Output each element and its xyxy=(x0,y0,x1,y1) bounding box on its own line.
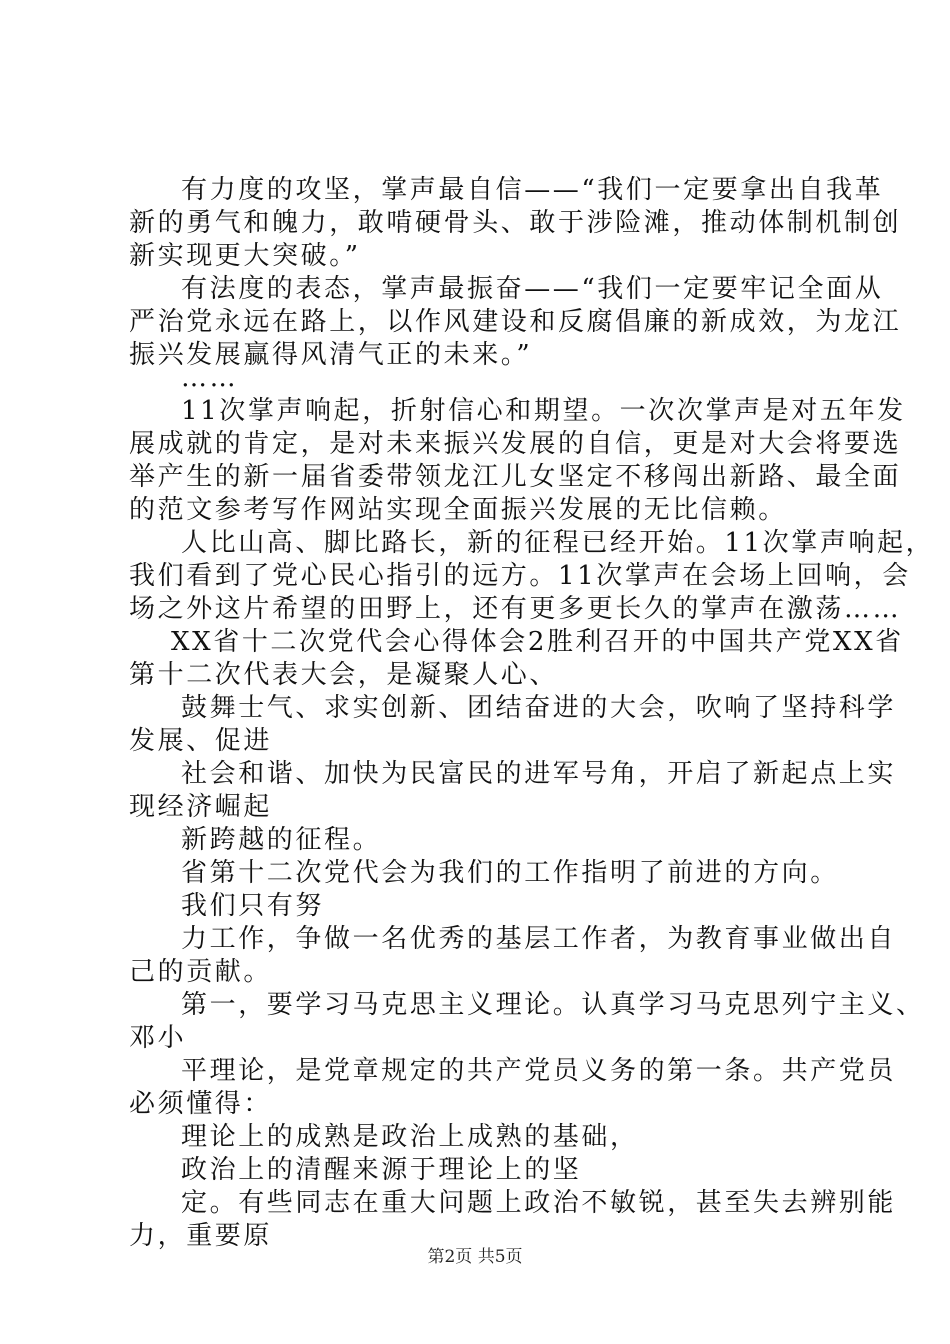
text-line: 己的贡献。 xyxy=(129,957,273,987)
text-line: 我们只有努 xyxy=(181,891,325,921)
text-line: 的范文参考写作网站实现全面振兴发展的无比信赖。 xyxy=(129,495,787,525)
text-line: 力工作，争做一名优秀的基层工作者，为教育事业做出自 xyxy=(181,924,897,954)
text-line: 展成就的肯定，是对未来振兴发展的自信，更是对大会将要选 xyxy=(129,429,902,459)
text-line: 力，重要原 xyxy=(129,1221,273,1251)
text-line: 第十二次代表大会，是凝聚人心、 xyxy=(129,660,559,690)
text-line: 人比山高、脚比路长，新的征程已经开始。11次掌声响起， xyxy=(181,528,935,558)
text-line: 举产生的新一届省委带领龙江儿女坚定不移闯出新路、最全面 xyxy=(129,462,902,492)
text-line: 必须懂得： xyxy=(129,1089,273,1119)
text-line: 有法度的表态，掌声最振奋——“我们一定要牢记全面从 xyxy=(181,274,884,304)
text-line: 发展、促进 xyxy=(129,726,273,756)
text-line: 政治上的清醒来源于理论上的坚 xyxy=(181,1155,582,1185)
text-line: 新的勇气和魄力，敢啃硬骨头、敢于涉险滩，推动体制机制创 xyxy=(129,208,902,238)
text-line: 严治党永远在路上，以作风建设和反腐倡廉的新成效，为龙江 xyxy=(129,307,902,337)
text-line: 第一，要学习马克思主义理论。认真学习马克思列宁主义、 xyxy=(181,990,925,1020)
page-number-footer: 第2页 共5页 xyxy=(427,1247,523,1267)
text-line: XX省十二次党代会心得体会2胜利召开的中国共产党XX省 xyxy=(171,627,904,657)
text-line: 有力度的攻坚，掌声最自信——“我们一定要拿出自我革 xyxy=(181,175,884,205)
text-line: 平理论，是党章规定的共产党员义务的第一条。共产党员 xyxy=(181,1056,897,1086)
text-line: 省第十二次党代会为我们的工作指明了前进的方向。 xyxy=(181,858,839,888)
text-line: 邓小 xyxy=(129,1023,187,1053)
text-line: 振兴发展赢得风清气正的未来。” xyxy=(129,340,533,370)
text-line: 我们看到了党心民心指引的远方。11次掌声在会场上回响，会 xyxy=(129,561,911,591)
text-line: 定。有些同志在重大问题上政治不敏锐，甚至失去辨别能 xyxy=(181,1188,897,1218)
text-line: 新跨越的征程。 xyxy=(181,825,382,855)
text-line: 理论上的成熟是政治上成熟的基础， xyxy=(181,1122,639,1152)
text-line: 新实现更大突破。” xyxy=(129,241,361,271)
text-line: 鼓舞士气、求实创新、团结奋进的大会，吹响了坚持科学 xyxy=(181,693,897,723)
text-line: …… xyxy=(181,363,239,393)
text-line: 11次掌声响起，折射信心和期望。一次次掌声是对五年发 xyxy=(181,396,906,426)
text-line: 社会和谐、加快为民富民的进军号角，开启了新起点上实 xyxy=(181,759,897,789)
text-line: 场之外这片希望的田野上，还有更多更长久的掌声在激荡…… xyxy=(129,594,902,624)
text-line: 现经济崛起 xyxy=(129,792,273,822)
